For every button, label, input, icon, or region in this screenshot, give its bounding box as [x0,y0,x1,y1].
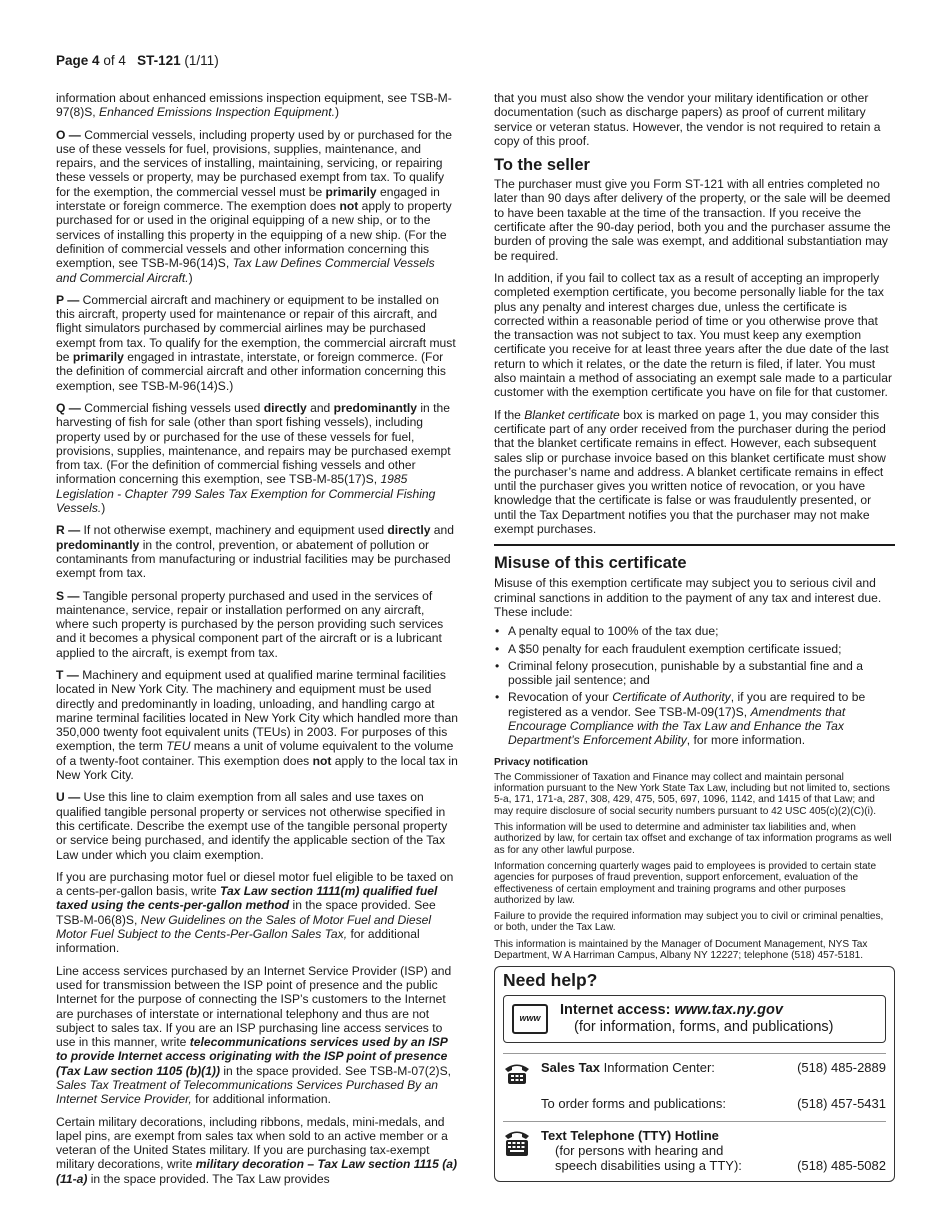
tty-sub: (for persons with hearing and [555,1142,724,1158]
tty-icon [503,1128,541,1158]
privacy-paragraph: This information will be used to determine and administer tax liabilities and, when authorized by law, for certain tax offset and exchange of tax information programs as well as for any other lawful purpose. [494,822,892,856]
tty-phone: (518) 485-5082 [797,1157,886,1173]
need-help-title: Need help? [503,970,598,991]
form-number: ST-121 [137,53,181,68]
privacy-paragraph: The Commissioner of Taxation and Finance may collect and maintain personal information pursuant to the New York State Tax Law, including but not limited to, sections 5-a, 171, 171-a, 287, 308, 429, 475, 505, 697, 1096, 1142, and 1415 of that Law; and may require disclosure of social security numbers pursuant to 42 USC 405(c)(2)(C)(i). [494,771,890,817]
privacy-heading: Privacy notification [494,756,588,768]
page-label: Page [56,53,89,68]
internet-label: Internet access: [560,1001,675,1018]
privacy-paragraph: Failure to provide the required information may subject you to civil or criminal penalties, or both, under the Tax Law. [494,911,884,934]
tty-title: Text Telephone (TTY) Hotline [541,1127,719,1143]
order-forms-label: To order forms and publications: [541,1095,726,1111]
paragraph-T: T — Machinery and equipment used at qualified marine terminal facilities located in New York City. The machinery and equipment must be used directly and predominantly in loading, unloading, and handling cargo at marine terminal facilities located in New York City which handled more than 350,000 twenty foot equivalent units (TEUs) in 2003. For purposes of this exemption, the term TEU means a unit of volume equivalent to the volume of a twenty-foot container. This exemption does not apply to the local tax in New York City. [56,667,458,783]
page-of: of 4 [103,53,126,68]
paragraph-military: Certain military decorations, including ribbons, medals, mini-medals, and lapel pins, are exempt from sales tax when sold to an active member or a veteran of the United States military. If you are purchasing tax-exempt military decorations, write military decoration – Tax Law section 1115 (a)(11-a) in the space provided. The Tax Law provides [56,1114,458,1186]
internet-access-box [503,995,886,1043]
paragraph-seller-3: If the Blanket certificate box is marked on page 1, you may consider this certificate part of any order received from the purchaser during the period that the blanket certificate remains in effect. However, each subsequent sales slip or purchase invoice based on this blanket certificate must show the purchaser’s name and address. A blanket certificate remains in effect until the purchaser gives you written notice of revocation, or you have knowledge that the certificate is false or was fraudulently presented, or until the Tax Department notifies you that the purchaser may not make exempt purchases. [494,407,886,537]
tty-sub: speech disabilities using a TTY): [555,1157,742,1173]
order-forms-phone: (518) 457-5431 [797,1095,886,1111]
left-column [56,91,458,1186]
privacy-paragraph: Information concerning quarterly wages paid to employees is provided to certain state agencies for purposes of fraud prevention, support enforcement, evaluation of the effectiveness of certain employment and training programs and other purposes authorized by law. [494,860,877,906]
paragraph-P: P — Commercial aircraft and machinery or equipment to be installed on this aircraft, property used for maintenance or repair of this aircraft, and flight simulators purchased by commercial airlines may be purchased exempt from tax. To qualify for the exemption, the commercial aircraft must be primarily engaged in intrastate, interstate, or foreign commerce. (For the definition of commercial aircraft and other information concerning this exemption, see TSB-M-96(14)S.) [56,292,456,393]
paragraph-S: S — Tangible personal property purchased and used in the services of maintenance, service, repair or installation performed on any aircraft, where such property is purchased by the person providing such services and it becomes a physical component part of the aircraft or is a lubricant applied to the aircraft, is exempt from tax. [56,588,444,660]
internet-sub: (for information, forms, and publications) [574,1018,834,1035]
telephone-icon [503,1060,541,1086]
page-header [56,53,219,68]
paragraph-O: O — Commercial vessels, including property used by or purchased for the use of these vessels for fuel, provisions, supplies, maintenance, and repairs, and the services of installing, maintaining, servicing, or repairing these vessels or property, may be purchased exempt from tax. To qualify for the exemption, the commercial vessel must be primarily engaged in interstate or foreign commerce. The exemption does not apply to property purchased for or used in the original equipping of a new ship, or to the services of installing this property in the equipping of a new ship. (For the definition of commercial vessels and other information concerning this exemption, see TSB-M-96(14)S, Tax Law Defines Commercial Vessels and Commercial Aircraft.) [56,127,452,285]
paragraph-military-cont: that you must also show the vendor your military identification or other documentation (such as discharge papers) as proof of current military service or veteran status. However, the vendor is not required to retain a copy of this proof. [494,91,881,148]
page-number: 4 [92,53,100,68]
heading-to-the-seller: To the seller [494,156,590,175]
list-item: • Revocation of your Certificate of Authority, if you are required to be registered as a vendor. See TSB-M-09(17)S, Amendments that Encourage Compliance with the Tax Law and Enhance the Tax Department’s Enforcement Ability, for more information. [508,690,895,747]
sales-tax-label: Information Center: [600,1059,715,1075]
paragraph-U: U — Use this line to claim exemption from all sales and use taxes on qualified tangible personal property or services not otherwise specified in this certificate. Describe the exempt use of the tangible personal property or service being purchased, and identify the applicable section of the Tax Law under which you claim exemption. [56,790,448,862]
right-column [494,91,895,1182]
sales-tax-phone: (518) 485-2889 [797,1059,886,1075]
paragraph-misuse: Misuse of this exemption certificate may subject you to serious civil and criminal sanctions in addition to the payment of any tax and interest due. These include: [494,576,882,619]
heading-misuse: Misuse of this certificate [494,544,895,573]
paragraph-seller-1: The purchaser must give you Form ST-121 with all entries completed no later than 90 days after delivery of the property, or the sale will be deemed to have been taxable at the time of the transaction. If you receive the certificate after the 90-day period, both you and the purchaser assume the burden of proving the sale was exempt, and additional substantiation may be required. [494,177,891,263]
paragraph-seller-2: In addition, if you fail to collect tax as a result of accepting an improperly completed exemption certificate, you become personally liable for the tax plus any penalty and interest charges due, unless the certificate is corrected within a reasonable period of time or you otherwise prove that the transaction was not subject to tax. You must keep any exemption certificate you receive for at least three years after the due date of the last return to which it relates, or the date the return is filed, if later. You must also maintain a method of associating an exempt sale made to a particular customer with the exemption certificate you have on file for that customer. [494,270,892,400]
privacy-notice [494,772,895,961]
internet-link[interactable]: www.tax.ny.gov [674,1001,783,1018]
www-icon: www [512,1004,548,1034]
list-item: • Criminal felony prosecution, punishable by a substantial fine and a possible jail sentence; and [508,659,895,688]
sales-tax-bold: Sales Tax [541,1059,601,1075]
paragraph-emissions: information about enhanced emissions inspection equipment, see TSB-M-97(8)S, Enhanced Emissions Inspection Equipment.) [56,91,452,120]
paragraph-isp: Line access services purchased by an Internet Service Provider (ISP) and used for transmission between the ISP point of presence and the public Internet for the purpose of connecting the ISP’s customers to the Internet are purchases of interstate or international telephony and thus are not subject to sales tax. If you are an ISP purchasing line access services to use in this manner, write telecommunications services used by an ISP to provide Internet access originating with the ISP point of presence (Tax Law section 1105 (b)(1)) in the space provided. See TSB-M-07(2)S, Sales Tax Treatment of Telecommunications Services Purchased By an Internet Service Provider, for additional information. [56,963,452,1107]
form-date: (1/11) [184,53,219,68]
list-item: • A penalty equal to 100% of the tax due; [508,624,895,638]
paragraph-motor-fuel: If you are purchasing motor fuel or diesel motor fuel eligible to be taxed on a cents-per-gallon basis, write Tax Law section 1111(m) qualified fuel taxed using the cents-per-gallon method in the space provided. See TSB-M-06(8)S, New Guidelines on the Sales of Motor Fuel and Diesel Motor Fuel Subject to the Cents-Per-Gallon Sales Tax, for additional information. [56,869,454,956]
need-help-box [494,966,895,1181]
paragraph-R: R — If not otherwise exempt, machinery and equipment used directly and predominantly in the control, prevention, or abatement of pollution or contaminants from manufacturing or industrial facilities may be purchased exempt from tax. [56,523,454,581]
paragraph-Q: Q — Commercial fishing vessels used directly and predominantly in the harvesting of fish for sale (other than sport fishing vessels), including property used by or purchased for the use of these vessels for fuel, provisions, supplies, maintenance, and repairs may be purchased exempt from tax. (For the definition of commercial fishing vessels and other information concerning this exemption, see TSB-M-85(17)S, 1985 Legislation - Chapter 799 Sales Tax Exemption for Commercial Fishing Vessels.) [56,400,451,516]
privacy-paragraph: This information is maintained by the Manager of Document Management, NYS Tax Department, W A Harriman Campus, Albany NY 12227; telephone (518) 457-5181. [494,938,868,962]
list-item: • A $50 penalty for each fraudulent exemption certificate issued; [508,642,895,656]
misuse-list [494,624,895,747]
